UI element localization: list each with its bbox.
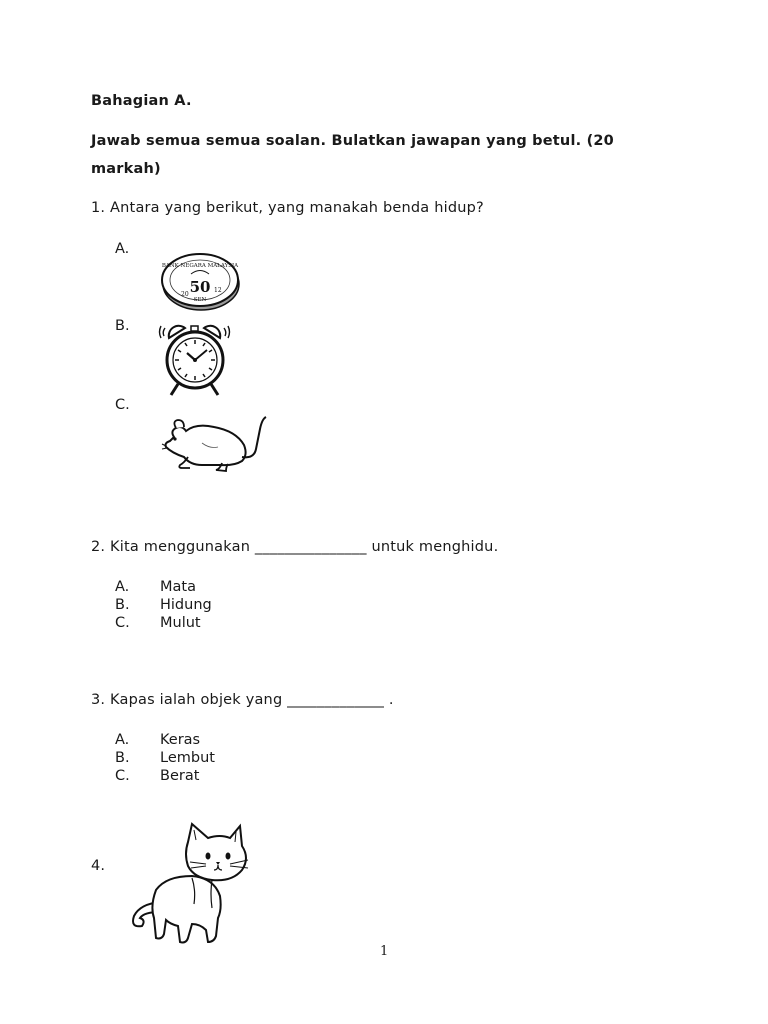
q1-option-a-letter: A. (115, 241, 130, 257)
instruction-line-2: markah) (91, 161, 161, 177)
coin-year-left: 20 (181, 291, 189, 298)
q3-option-c-letter: C. (115, 768, 130, 784)
q1-option-b-letter: B. (115, 318, 130, 334)
q3-option-a-letter: A. (115, 732, 130, 748)
q2-option-a-text: Mata (160, 579, 196, 595)
q3-option-b-letter: B. (115, 750, 130, 766)
question-1-text: 1. Antara yang berikut, yang manakah benda hidup? (91, 200, 484, 216)
q3-option-c-text: Berat (160, 768, 200, 784)
mouse-icon (162, 413, 272, 477)
page-number: 1 (380, 944, 389, 959)
coin-year-right: 12 (214, 287, 222, 294)
alarm-clock-icon (158, 320, 232, 398)
q2-option-b-text: Hidung (160, 597, 212, 613)
instruction-line-1: Jawab semua semua soalan. Bulatkan jawapan yang betul. (20 (91, 133, 614, 149)
question-2-text: 2. Kita menggunakan _______________ untuk menghidu. (91, 539, 499, 555)
cat-icon (126, 820, 254, 948)
question-3-text: 3. Kapas ialah objek yang _____________ . (91, 692, 394, 708)
q2-option-c-letter: C. (115, 615, 130, 631)
q3-option-b-text: Lembut (160, 750, 215, 766)
coin-50-sen-icon (158, 247, 244, 313)
q2-option-b-letter: B. (115, 597, 130, 613)
question-4-number: 4. (91, 858, 106, 874)
q2-option-c-text: Mulut (160, 615, 201, 631)
q1-option-c-letter: C. (115, 397, 130, 413)
q3-option-a-text: Keras (160, 732, 201, 748)
q2-option-a-letter: A. (115, 579, 130, 595)
coin-top-text: BANK NEGARA MALAYSIA (161, 263, 239, 269)
coin-unit: SEN (193, 297, 207, 303)
section-title: Bahagian A. (91, 93, 192, 109)
coin-value: 50 (189, 278, 211, 296)
